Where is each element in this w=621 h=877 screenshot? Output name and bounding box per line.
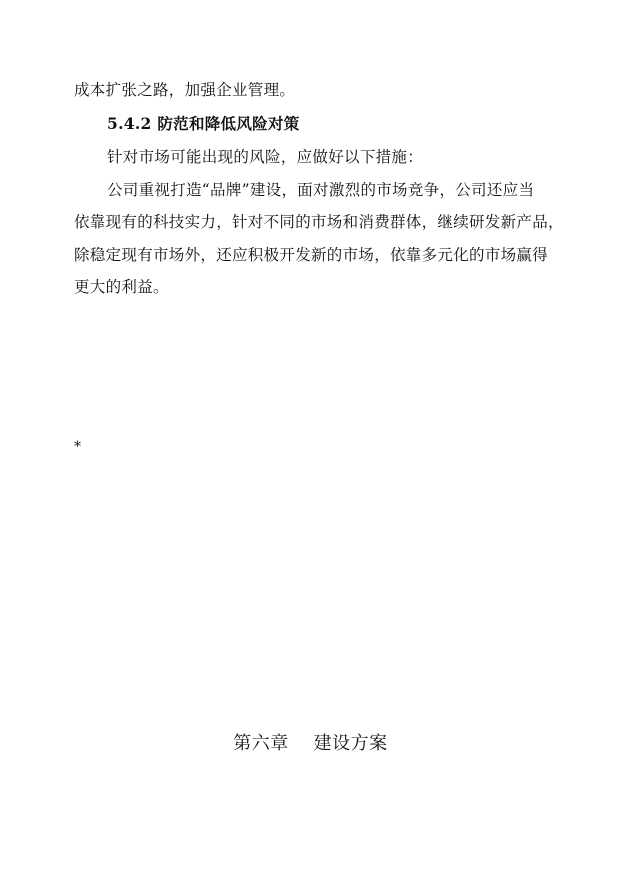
- paragraph-line: 公司重视打造“品牌”建设，面对激烈的市场竞争，公司还应当: [107, 181, 535, 199]
- paragraph-line: 除稳定现有市场外，还应积极开发新的市场，依靠多元化的市场赢得: [74, 246, 549, 264]
- section-heading: 5.4.2 防范和降低风险对策: [107, 114, 300, 133]
- asterisk-mark: *: [74, 439, 82, 455]
- paragraph-line: 依靠现有的科技实力，针对不同的市场和消费群体，继续研发新产品，: [74, 213, 564, 231]
- paragraph-line: 更大的利益。: [74, 278, 169, 296]
- chapter-title: 第六章 建设方案: [233, 733, 388, 754]
- paragraph-intro: 针对市场可能出现的风险，应做好以下措施：: [107, 148, 424, 166]
- paragraph-continuation: 成本扩张之路，加强企业管理。: [74, 81, 296, 99]
